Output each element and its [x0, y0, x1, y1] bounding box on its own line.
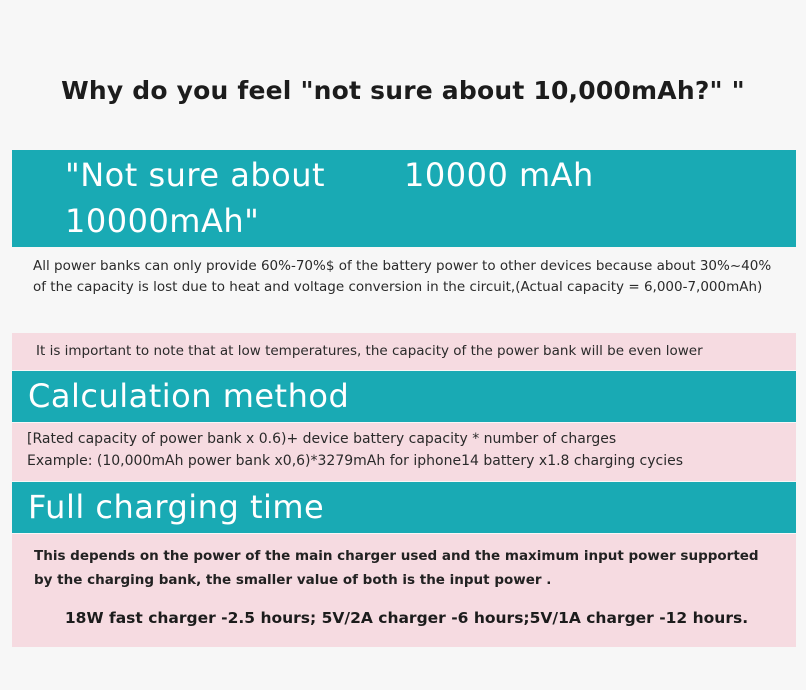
calculation-heading-banner [12, 371, 796, 422]
headline-banner [12, 150, 796, 247]
charging-heading-banner [12, 482, 796, 533]
calculation-formula: [Rated capacity of power bank x 0.6)+ device battery capacity * number of charges [27, 431, 617, 447]
charging-section [12, 534, 796, 647]
banner-quote-line1: "Not sure about [65, 156, 326, 194]
banner-quote-line2: 10000mAh" [65, 202, 260, 240]
capacity-explanation: All power banks can only provide 60%-70%$ of the battery power to other devices because about 30%~40% of the capacity is lost due to heat and voltage conversion in the circuit,(Actual capacity = 6,000-7,000mAh) [33, 258, 772, 295]
page-title: Why do you feel "not sure about 10,000mAh?" " [61, 76, 745, 105]
charging-times: 18W fast charger -2.5 hours; 5V/2A charger -6 hours;5V/1A charger -12 hours. [64, 609, 749, 627]
low-temperature-text: It is important to note that at low temperatures, the capacity of the power bank will be even lower [36, 343, 703, 359]
banner-capacity: 10000 mAh [404, 156, 594, 194]
charging-heading: Full charging time [28, 488, 325, 526]
calculation-example: Example: (10,000mAh power bank x0,6)*3279mAh for iphone14 battery x1.8 charging cycies [27, 453, 684, 469]
low-temperature-note [12, 333, 796, 370]
calculation-heading: Calculation method [28, 377, 350, 415]
charging-description: This depends on the power of the main charger used and the maximum input power supported by the charging bank, the smaller value of both is the input power . [34, 548, 759, 588]
calculation-section [12, 423, 796, 481]
